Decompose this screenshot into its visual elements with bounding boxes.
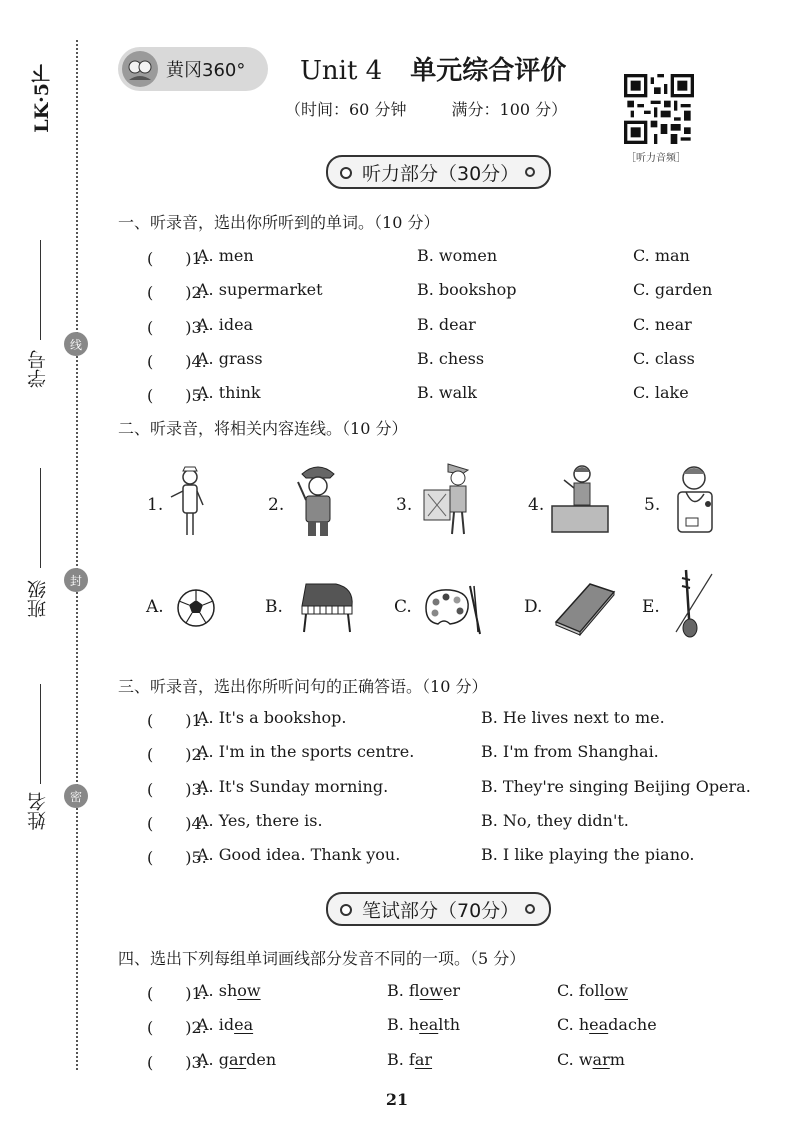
word-part: C. foll	[557, 981, 605, 1000]
section-3-points: （10 分）	[422, 677, 488, 696]
page-title	[300, 50, 566, 87]
written-banner-text: 笔试部分（70分）	[362, 899, 520, 922]
underlined-letters: ea	[234, 1015, 254, 1035]
underlined-letters: ea	[589, 1015, 609, 1035]
object-label-b: B.	[265, 597, 283, 617]
qr-code-icon[interactable]	[624, 74, 694, 144]
listening-banner	[326, 155, 551, 189]
underlined-letters: ow	[419, 981, 443, 1000]
option-a: A. idea	[197, 314, 254, 334]
person-label-4: 4.	[528, 495, 545, 515]
police-icon	[290, 460, 346, 540]
exam-score: 满分：100 分）	[451, 100, 568, 119]
binding-dotted-line	[76, 40, 78, 1070]
option-b	[387, 981, 460, 1000]
banji-label: 班级	[27, 580, 49, 618]
person-label-2: 2.	[268, 495, 285, 515]
option-a: A. I'm in the sports centre.	[197, 742, 415, 762]
word-part: A. g	[197, 1049, 229, 1069]
listening-banner-text: 听力部分（30分）	[362, 162, 520, 185]
section-2-heading	[118, 416, 407, 439]
option-b: B. No, they didn't.	[481, 810, 629, 830]
answer-blank[interactable]: ( )3.	[147, 317, 207, 337]
object-label-c: C.	[394, 597, 412, 617]
word-part: A. sh	[197, 981, 238, 1000]
option-c: C. garden	[633, 280, 713, 300]
xuehao-label: 学号	[27, 350, 49, 388]
person-label-5: 5.	[644, 495, 661, 515]
doctor-icon	[664, 460, 726, 540]
nurse-icon	[165, 465, 215, 541]
answer-blank[interactable]: ( )2.	[147, 283, 207, 303]
option-c	[557, 981, 628, 1000]
option-c: C. near	[633, 314, 692, 334]
option-a	[197, 981, 261, 1000]
object-label-e: E.	[642, 597, 660, 617]
seal-mark-xian: 线	[64, 332, 88, 356]
kids-logo-icon	[122, 51, 158, 87]
answer-blank[interactable]: ( )3.	[147, 779, 207, 799]
answer-blank[interactable]: ( )3.	[147, 1052, 207, 1072]
written-banner	[326, 892, 551, 926]
page-number: 21	[385, 1090, 409, 1109]
option-b: B. They're singing Beijing Opera.	[481, 776, 751, 796]
football-icon	[176, 588, 216, 628]
underlined-letters: ea	[419, 1015, 439, 1035]
xingming-line	[40, 684, 41, 784]
answer-blank[interactable]: ( )4.	[147, 813, 207, 833]
brand-text: 黄冈360°	[166, 60, 246, 81]
title-cn: 单元综合评价	[410, 56, 567, 86]
word-part: dache	[608, 1015, 657, 1035]
object-label-d: D.	[524, 597, 543, 617]
option-a: A. Good idea. Thank you.	[197, 845, 401, 865]
answer-blank[interactable]: ( )2.	[147, 745, 207, 765]
person-label-3: 3.	[396, 495, 413, 515]
option-a: A. Yes, there is.	[197, 810, 323, 830]
person-label-1: 1.	[147, 495, 164, 515]
answer-blank[interactable]: ( )5.	[147, 848, 207, 868]
exam-info	[285, 97, 567, 120]
option-b: B. He lives next to me.	[481, 708, 665, 727]
answer-blank[interactable]: ( )4.	[147, 351, 207, 371]
word-part: B. h	[387, 1015, 420, 1035]
section-3-heading	[118, 674, 487, 697]
underlined-letters: ow	[604, 981, 628, 1000]
word-part: B. f	[387, 1049, 415, 1069]
word-part: A. id	[197, 1015, 235, 1035]
seal-mark-feng: 封	[64, 568, 88, 592]
option-c: C. lake	[633, 383, 689, 403]
section-4-title: 四、选出下列每组单词画线部分发音不同的一项。	[118, 949, 471, 968]
option-c	[557, 1015, 657, 1034]
option-b: B. walk	[417, 383, 477, 403]
word-part: B. fl	[387, 981, 420, 1000]
banji-line	[40, 468, 41, 568]
option-b: B. chess	[417, 348, 485, 368]
exam-time: （时间：60 分钟	[285, 100, 407, 119]
word-part: er	[442, 981, 461, 1000]
underlined-letters: ar	[414, 1049, 433, 1069]
section-4-points: （5 分）	[470, 949, 526, 968]
option-b: B. bookshop	[417, 280, 517, 300]
seal-mark-mi: 密	[64, 784, 88, 808]
option-a	[197, 1015, 253, 1034]
answer-blank[interactable]: ( )1.	[147, 711, 207, 730]
option-c: C. class	[633, 348, 695, 368]
section-3-title: 三、听录音，选出你所听问句的正确答语。	[118, 677, 423, 696]
section-1-points: （10 分）	[374, 213, 440, 232]
teacher-icon	[548, 460, 612, 538]
option-b	[387, 1050, 432, 1069]
section-2-points: （10 分）	[342, 419, 408, 438]
underlined-letters: ow	[237, 981, 261, 1000]
section-2-title: 二、听录音，将相关内容连线。	[118, 419, 343, 438]
word-part: C. h	[557, 1015, 590, 1035]
option-a: A. men	[197, 246, 254, 265]
brand-badge	[118, 47, 268, 91]
option-a: A. It's a bookshop.	[197, 708, 347, 727]
erhu-icon	[668, 568, 718, 646]
paint-palette-icon	[420, 582, 486, 636]
option-c	[557, 1050, 625, 1069]
underlined-letters: ar	[228, 1049, 247, 1069]
answer-blank[interactable]: ( )5.	[147, 386, 207, 406]
option-a: A. think	[197, 383, 261, 403]
option-b: B. I'm from Shanghai.	[481, 742, 659, 762]
grade-label: LK·5下	[31, 64, 53, 133]
word-part: m	[609, 1049, 625, 1069]
piano-icon	[296, 578, 358, 636]
word-part: lth	[438, 1015, 461, 1035]
option-b: B. I like playing the piano.	[481, 845, 695, 865]
option-a: A. It's Sunday morning.	[197, 776, 389, 796]
option-b	[387, 1015, 460, 1034]
answer-blank[interactable]: ( )1.	[147, 984, 207, 1003]
word-part: C. w	[557, 1049, 593, 1069]
word-part: den	[246, 1049, 277, 1069]
option-b: B. women	[417, 246, 498, 265]
answer-blank[interactable]: ( )1.	[147, 249, 207, 268]
option-c: C. man	[633, 246, 690, 265]
xingming-label: 姓名	[27, 792, 49, 830]
section-4-heading	[118, 946, 525, 969]
option-a: A. supermarket	[197, 280, 323, 300]
option-a: A. grass	[197, 348, 263, 368]
option-a	[197, 1050, 276, 1069]
xuehao-line	[40, 240, 41, 340]
answer-blank[interactable]: ( )2.	[147, 1018, 207, 1038]
book-icon	[552, 580, 618, 636]
section-1-title: 一、听录音，选出你所听到的单词。	[118, 213, 375, 232]
section-1-heading	[118, 210, 439, 233]
underlined-letters: ar	[592, 1049, 610, 1069]
gardener-icon	[418, 460, 478, 538]
object-label-a: A.	[146, 597, 164, 617]
option-b: B. dear	[417, 314, 476, 334]
unit-label: Unit 4	[300, 56, 383, 86]
qr-label: ［听力音频］	[626, 153, 686, 164]
